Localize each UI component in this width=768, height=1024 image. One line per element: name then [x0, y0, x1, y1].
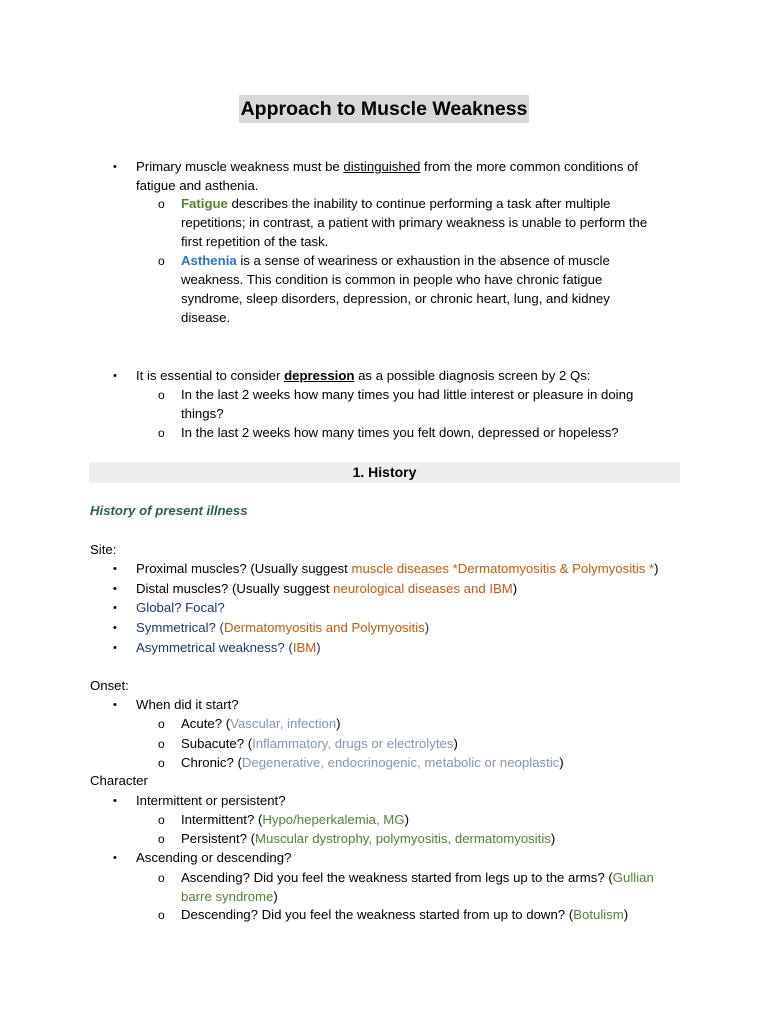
fatigue-line2: repetitions; in contrast, a patient with primary weakness is unable to perform the [181, 215, 648, 230]
question-2: In the last 2 weeks how many times you felt down, depressed or hopeless? [181, 425, 619, 440]
fatigue-line3: first repetition of the task. [181, 234, 329, 249]
bullet-marker: • [113, 563, 117, 575]
intro-bullet-1-line2: fatigue and asthenia. [136, 178, 259, 193]
question-1-line2: things? [181, 406, 224, 421]
intro-bullet-1: Primary muscle weakness must be distinguished from the more common conditions of [136, 159, 639, 174]
bullet-marker: • [113, 602, 117, 614]
circle-marker: o [158, 197, 165, 211]
circle-marker: o [158, 832, 165, 846]
circle-marker: o [158, 426, 165, 440]
bullet-marker: • [113, 852, 117, 864]
underlined-term: distinguished [343, 159, 421, 174]
depression-term: depression [284, 368, 355, 383]
onset-subacute: Subacute? (Inflammatory, drugs or electrolytes) [181, 736, 458, 751]
circle-marker: o [158, 908, 165, 922]
question-1: In the last 2 weeks how many times you had little interest or pleasure in doing [181, 387, 634, 402]
site-label: Site: [90, 542, 117, 557]
circle-marker: o [158, 813, 165, 827]
character-item-ascending: Ascending or descending? [136, 850, 292, 865]
circle-marker: o [158, 756, 165, 770]
circle-marker: o [158, 388, 165, 402]
title-container [0, 95, 768, 123]
subheading-hpi: History of present illness [90, 503, 248, 518]
bullet-marker: • [113, 370, 117, 382]
asthenia-term: Asthenia [181, 253, 237, 268]
circle-marker: o [158, 254, 165, 268]
bullet-marker: • [113, 795, 117, 807]
circle-marker: o [158, 871, 165, 885]
site-item-global: Global? Focal? [136, 600, 225, 615]
page-title: Approach to Muscle Weakness [239, 95, 530, 123]
onset-chronic: Chronic? (Degenerative, endocrinogenic, metabolic or neoplastic) [181, 755, 564, 770]
circle-marker: o [158, 737, 165, 751]
character-persistent: Persistent? (Muscular dystrophy, polymyositis, dermatomyositis) [181, 831, 556, 846]
bullet-marker: • [113, 699, 117, 711]
onset-acute: Acute? (Vascular, infection) [181, 716, 341, 731]
character-ascending: Ascending? Did you feel the weakness started from legs up to the arms? (Gullian [181, 870, 654, 885]
circle-marker: o [158, 717, 165, 731]
fatigue-item: Fatigue describes the inability to continue performing a task after multiple [181, 196, 611, 211]
site-item-asymmetrical: Asymmetrical weakness? (IBM) [136, 640, 321, 655]
site-item-symmetrical: Symmetrical? (Dermatomyositis and Polymyositis) [136, 620, 430, 635]
character-intermittent: Intermittent? (Hypo/heperkalemia, MG) [181, 812, 409, 827]
site-item-distal: Distal muscles? (Usually suggest neurological diseases and IBM) [136, 581, 518, 596]
character-label: Character [90, 773, 148, 788]
bullet-marker: • [113, 583, 117, 595]
site-item-proximal: Proximal muscles? (Usually suggest muscle diseases *Dermatomyositis & Polymyositis *) [136, 561, 659, 576]
asthenia-line3: syndrome, sleep disorders, depression, or chronic heart, lung, and kidney [181, 291, 610, 306]
bullet-marker: • [113, 161, 117, 173]
bullet-marker: • [113, 642, 117, 654]
bullet-marker: • [113, 622, 117, 634]
asthenia-item: Asthenia is a sense of weariness or exhaustion in the absence of muscle [181, 253, 610, 268]
asthenia-line4: disease. [181, 310, 231, 325]
asthenia-line2: weakness. This condition is common in people who have chronic fatigue [181, 272, 603, 287]
onset-label: Onset: [90, 678, 129, 693]
intro-bullet-2: It is essential to consider depression as a possible diagnosis screen by 2 Qs: [136, 368, 591, 383]
character-item-intermittent: Intermittent or persistent? [136, 793, 286, 808]
character-descending: Descending? Did you feel the weakness started from up to down? (Botulism) [181, 907, 629, 922]
onset-item-start: When did it start? [136, 697, 239, 712]
character-ascending-line2: barre syndrome) [181, 889, 278, 904]
section-heading-history: 1. History [89, 462, 680, 483]
fatigue-term: Fatigue [181, 196, 228, 211]
